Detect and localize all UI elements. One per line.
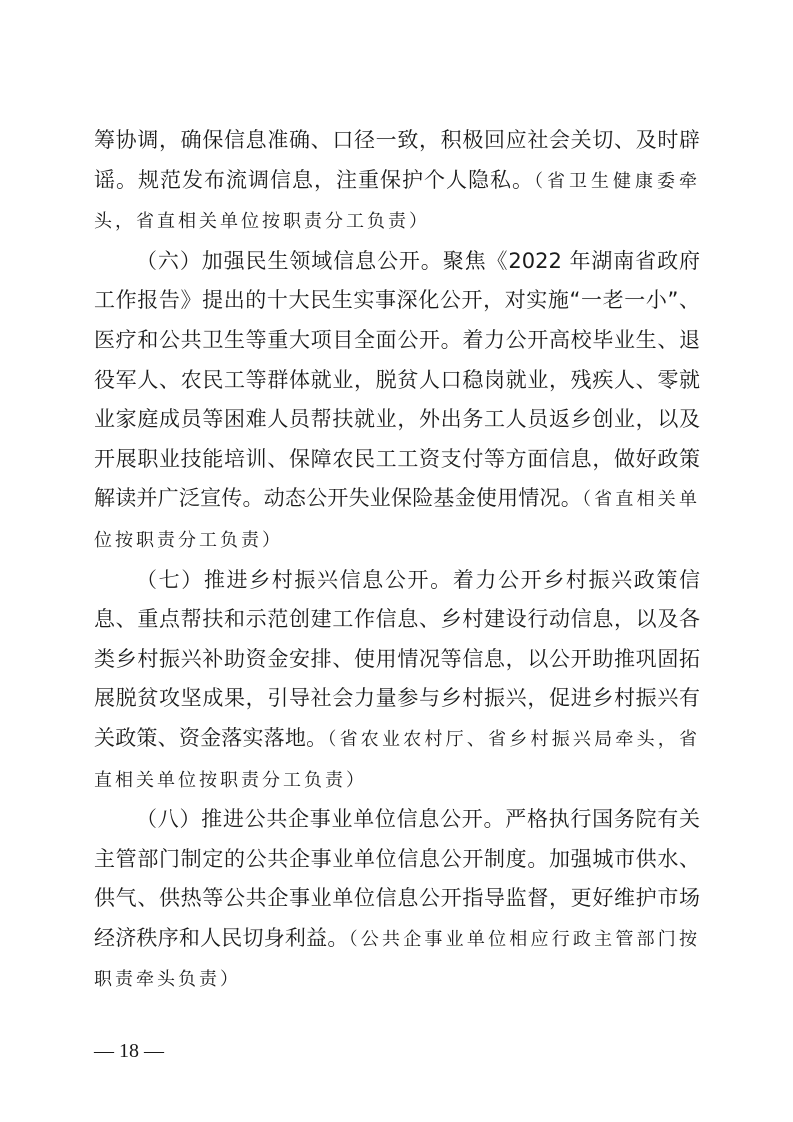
responsibility-note: （省直相关单位按职责分工负责） (94, 489, 701, 551)
document-body (94, 121, 700, 1000)
paragraph-text: （六）加强民生领域信息公开。聚焦《2022 年湖南省政府工作报告》提出的十大民生实事深化公开，对实施“一老一小”、医疗和公共卫生等重大项目全面公开。着力公开高校毕业生、退役军人、农民工等群体就业，脱贫人口稳岗就业，残疾人、零就业家庭成员等困难人员帮扶就业，外出务工人员返乡创业，以及开展职业技能培训、保障农民工工资支付等方面信息，做好政策解读并广泛宣传。动态公开失业保险基金使用情况。 (94, 248, 700, 511)
paragraph-text: （七）推进乡村振兴信息公开。着力公开乡村振兴政策信息、重点帮扶和示范创建工作信息、乡村建设行动信息，以及各类乡村振兴补助资金安排、使用情况等信息，以公开助推巩固拓展脱贫攻坚成果，引导社会力量参与乡村振兴，促进乡村振兴有关政策、资金落实落地。 (94, 567, 700, 750)
responsibility-note: （公共企事业单位相应行政主管部门按职责牵头负责） (94, 928, 701, 991)
paragraph-public-enterprises (94, 800, 700, 1000)
paragraph-livelihood (94, 242, 700, 561)
responsibility-note: （省卫生健康委牵头，省直相关单位按职责分工负责） (94, 170, 700, 233)
paragraph-text: 筹协调，确保信息准确、口径一致，积极回应社会关切、及时辟谣。规范发布流调信息，注重保护个人隐私。 (94, 128, 700, 192)
paragraph-text: （八）推进公共企事业单位信息公开。严格执行国务院有关主管部门制定的公共企事业单位信息公开制度。加强城市供水、供气、供热等公共企事业单位信息公开指导监督，更好维护市场经济秩序和人民切身利益。 (94, 807, 700, 950)
paragraph-rural-revitalization (94, 561, 700, 801)
responsibility-note: （省农业农村厅、省乡村振兴局牵头，省直相关单位按职责分工负责） (94, 728, 701, 791)
paragraph-epidemic-info (94, 121, 700, 242)
page-number: — 18 — (94, 1040, 164, 1062)
